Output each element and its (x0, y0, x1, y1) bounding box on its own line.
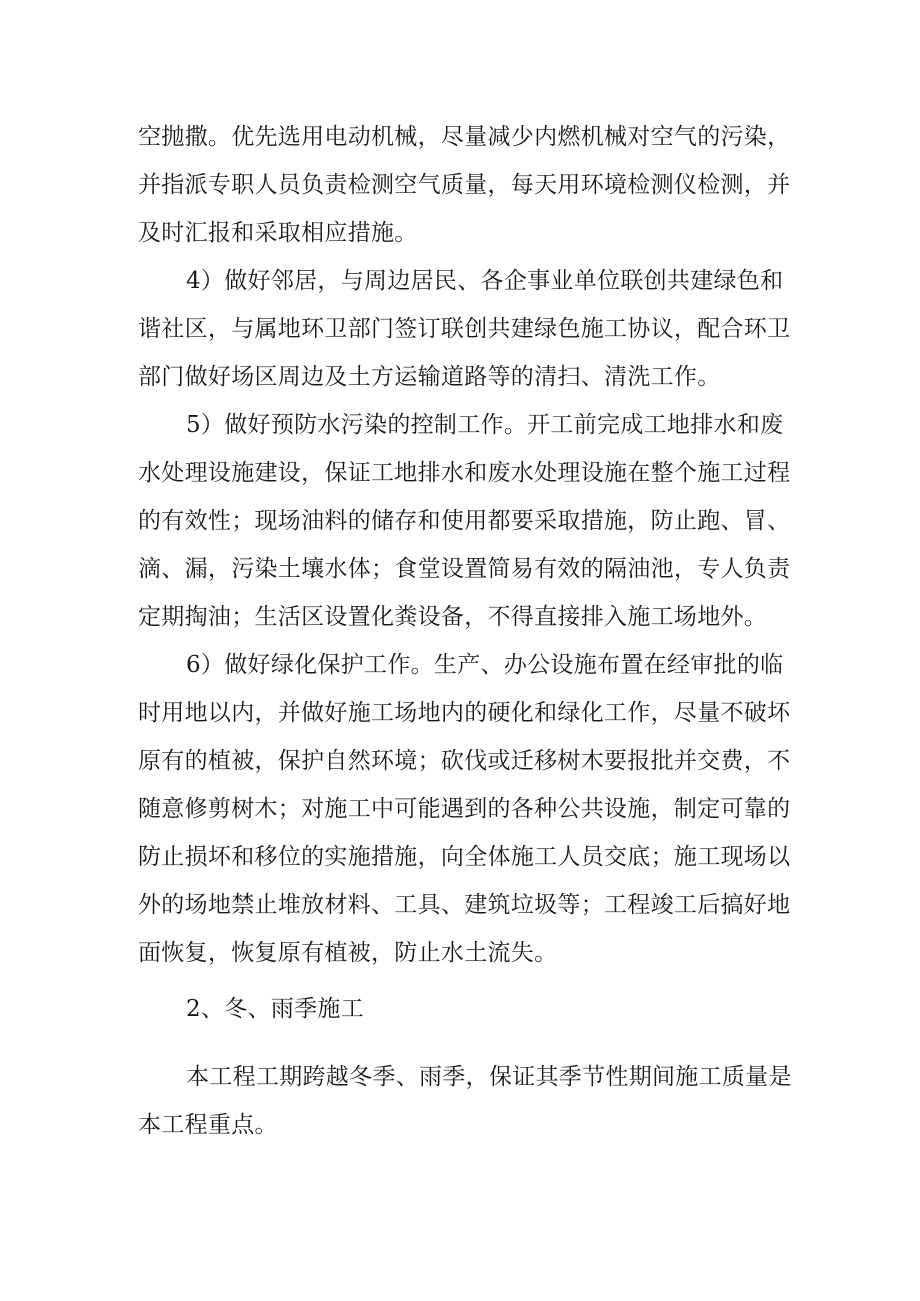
paragraph-4-line-4: 随意修剪树木；对施工中可能遇到的各种公共设施，制定可靠的 (138, 796, 791, 822)
paragraph-6-line-1: 本工程工期跨越冬季、雨季，保证其季节性期间施工质量是 (186, 1064, 792, 1090)
paragraph-2-line-1: 4）做好邻居，与周边居民、各企事业单位联创共建绿色和 (186, 268, 784, 294)
paragraph-3-line-2: 水处理设施建设，保证工地排水和废水处理设施在整个施工过程 (138, 460, 791, 486)
paragraph-1-line-3: 及时汇报和采取相应措施。 (138, 220, 418, 246)
paragraph-4-line-5: 防止损坏和移位的实施措施，向全体施工人员交底；施工现场以 (138, 844, 791, 870)
paragraph-4-line-6: 外的场地禁止堆放材料、工具、建筑垃圾等；工程竣工后搞好地 (138, 892, 791, 918)
paragraph-2-line-2: 谐社区，与属地环卫部门签订联创共建绿色施工协议，配合环卫 (138, 316, 791, 342)
paragraph-4-line-7: 面恢复，恢复原有植被，防止水土流失。 (138, 940, 558, 966)
paragraph-3-line-1: 5）做好预防水污染的控制工作。开工前完成工地排水和废 (186, 412, 784, 438)
paragraph-2-line-3: 部门做好场区周边及土方运输道路等的清扫、清洗工作。 (138, 364, 721, 390)
paragraph-4-line-2: 时用地以内，并做好施工场地内的硬化和绿化工作，尽量不破坏 (138, 700, 791, 726)
paragraph-6-line-2: 本工程重点。 (138, 1112, 278, 1138)
paragraph-4-line-3: 原有的植被，保护自然环境；砍伐或迁移树木要报批并交费，不 (138, 748, 791, 774)
paragraph-1-line-2: 并指派专职人员负责检测空气质量，每天用环境检测仪检测，并 (138, 172, 791, 198)
paragraph-3-line-4: 滴、漏，污染土壤水体；食堂设置简易有效的隔油池，专人负责 (138, 556, 791, 582)
section-heading: 2、冬、雨季施工 (186, 996, 365, 1022)
paragraph-3-line-5: 定期掏油；生活区设置化粪设备，不得直接排入施工场地外。 (138, 604, 768, 630)
paragraph-4-line-1: 6）做好绿化保护工作。生产、办公设施布置在经审批的临 (186, 652, 784, 678)
paragraph-1-line-1: 空抛撒。优先选用电动机械，尽量减少内燃机械对空气的污染， (138, 124, 791, 150)
paragraph-3-line-3: 的有效性；现场油料的储存和使用都要采取措施，防止跑、冒、 (138, 508, 791, 534)
